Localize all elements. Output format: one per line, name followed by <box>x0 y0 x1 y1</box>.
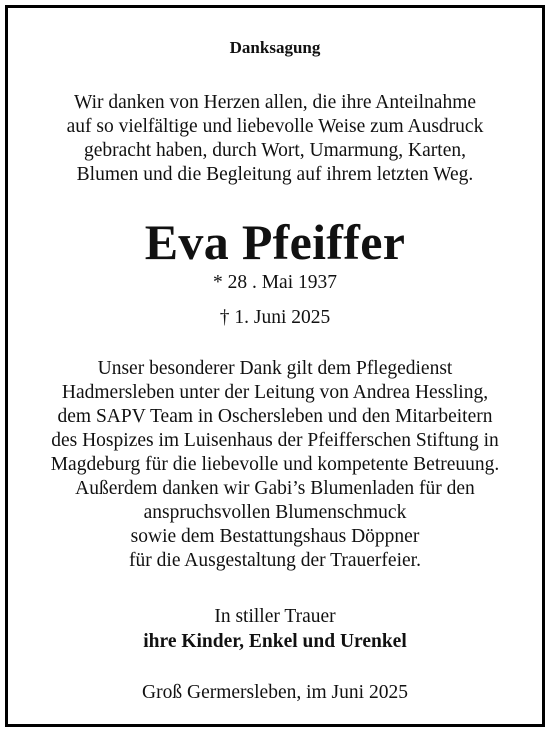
deceased-name: Eva Pfeiffer <box>144 214 406 270</box>
thanks-line: anspruchsvollen Blumenschmuck <box>143 502 407 523</box>
intro-line: Blumen und die Begleitung auf ihrem letzten Weg. <box>76 164 474 185</box>
thanks-line: Unser besonderer Dank gilt dem Pflegedienst <box>97 358 453 379</box>
signoff-text: In stiller Trauer <box>214 606 336 627</box>
place-and-date: Groß Germersleben, im Juni 2025 <box>142 682 408 703</box>
thanks-line: Hadmersleben unter der Leitung von Andrea Hessling, <box>61 382 489 403</box>
intro-line: auf so vielfältige und liebevolle Weise zum Ausdruck <box>66 116 484 137</box>
obituary-notice <box>5 5 545 727</box>
family-signature: ihre Kinder, Enkel und Urenkel <box>143 631 407 652</box>
thanks-paragraph <box>8 357 542 573</box>
thanks-line: sowie dem Bestattungshaus Döppner <box>130 526 420 547</box>
notice-heading: Danksagung <box>229 38 321 57</box>
intro-line: Wir danken von Herzen allen, die ihre Anteilnahme <box>73 92 477 113</box>
death-date: † 1. Juni 2025 <box>219 307 331 328</box>
intro-paragraph <box>8 91 542 187</box>
thanks-line: Magdeburg für die liebevolle und kompetente Betreuung. <box>50 454 500 475</box>
birth-date: * 28 . Mai 1937 <box>212 272 338 293</box>
intro-line: gebracht haben, durch Wort, Umarmung, Karten, <box>84 140 466 161</box>
thanks-line: des Hospizes im Luisenhaus der Pfeifferschen Stiftung in <box>51 430 499 451</box>
thanks-line: Außerdem danken wir Gabi’s Blumenladen für den <box>75 478 475 499</box>
thanks-line: dem SAPV Team in Oschersleben und den Mitarbeitern <box>57 406 493 427</box>
thanks-line: für die Ausgestaltung der Trauerfeier. <box>129 550 421 571</box>
